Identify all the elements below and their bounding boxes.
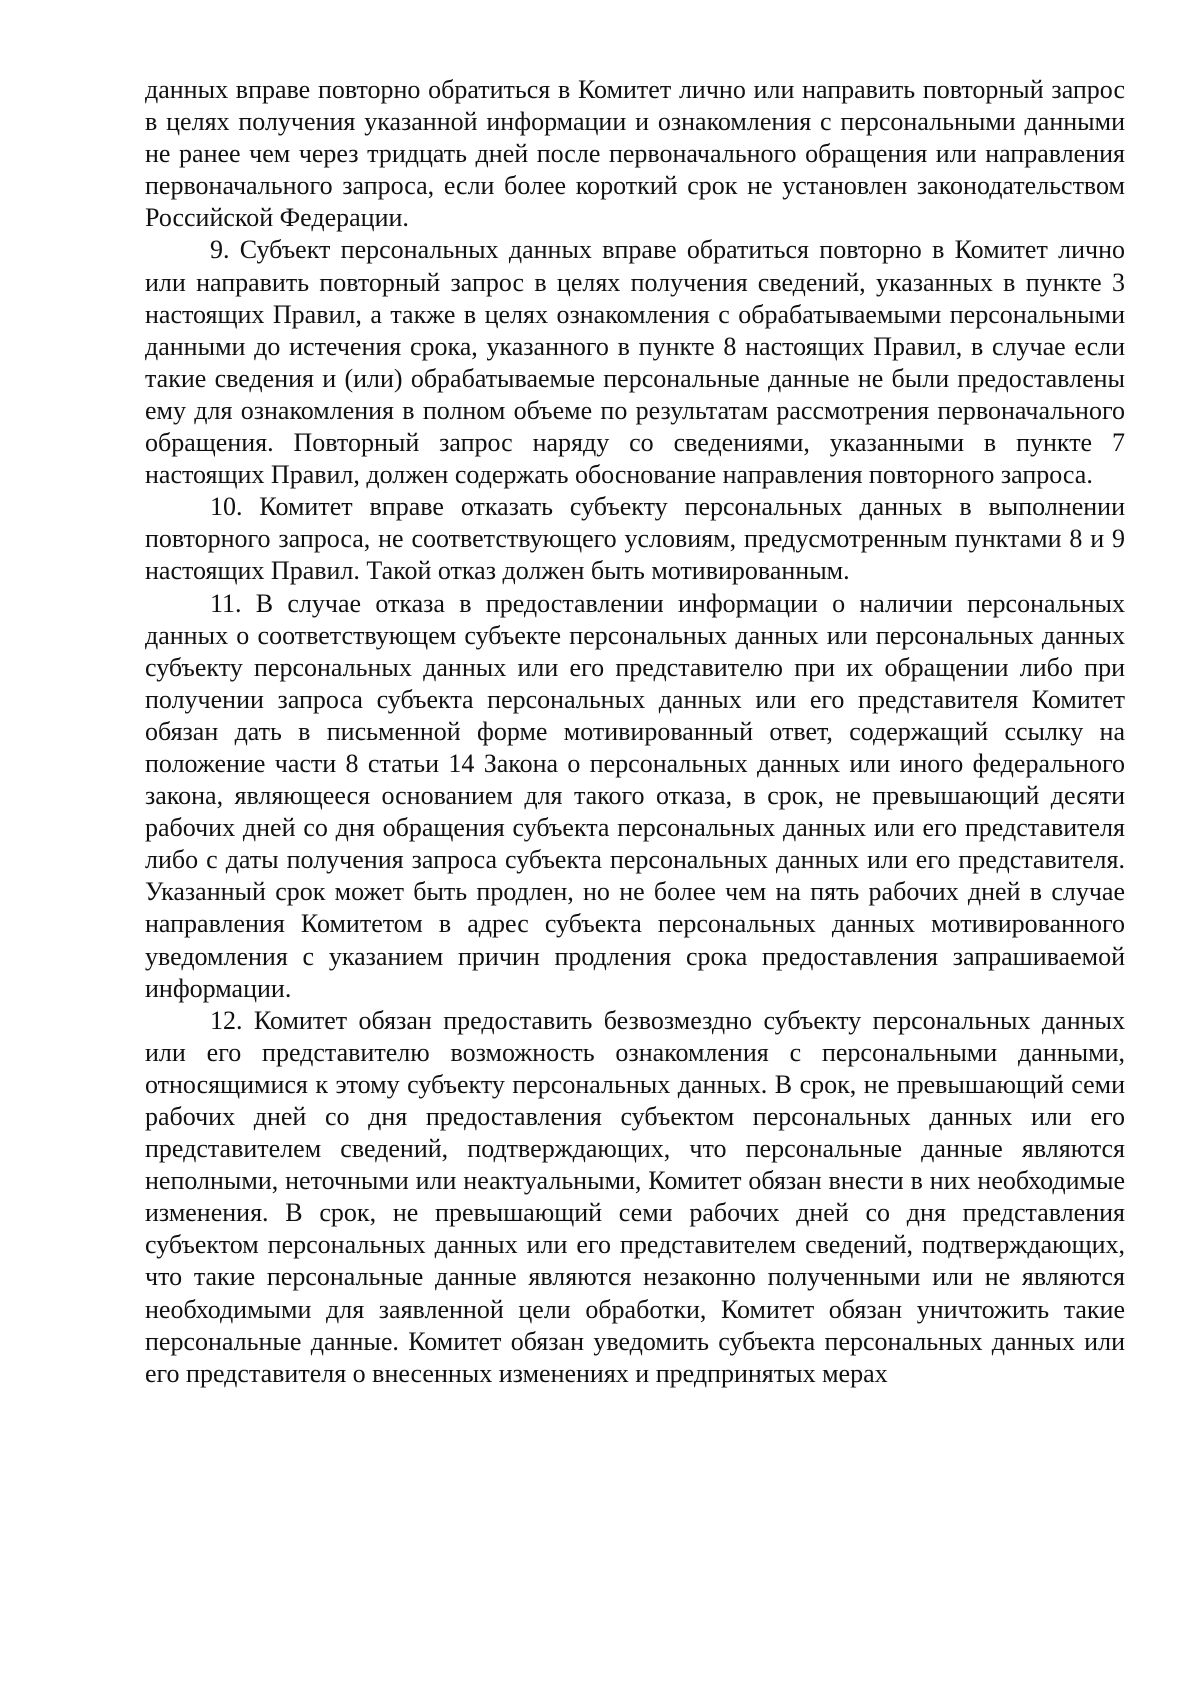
paragraph-continued: данных вправе повторно обратиться в Комитет лично или направить повторный запрос в целях получения указанной информации и ознакомления с персональными данными не ранее чем через тридцать дней после первоначального обращения или направления первоначального запроса, если более короткий срок не установлен законодательством Российской Федерации. (145, 75, 1125, 233)
paragraph-12: 12. Комитет обязан предоставить безвозмездно субъекту персональных данных или его представителю возможность ознакомления с персональными данными, относящимися к этому субъекту персональных данных. В срок, не превышающий семи рабочих дней со дня предоставления субъектом персональных данных или его представителем сведений, подтверждающих, что персональные данные являются неполными, неточными или неактуальными, Комитет обязан внести в них необходимые изменения. В срок, не превышающий семи рабочих дней со дня представления субъектом персональных данных или его представителем сведений, подтверждающих, что такие персональные данные являются незаконно полученными или не являются необходимыми для заявленной цели обработки, Комитет обязан уничтожить такие персональные данные. Комитет обязан уведомить субъекта персональных данных или его представителя о внесенных изменениях и предпринятых мерах (145, 1005, 1125, 1388)
document-body (145, 74, 1125, 1390)
paragraph-11: 11. В случае отказа в предоставлении информации о наличии персональных данных о соответствующем субъекте персональных данных или персональных данных субъекту персональных данных или его представителю при их обращении либо при получении запроса субъекта персональных данных или его представителя Комитет обязан дать в письменной форме мотивированный ответ, содержащий ссылку на положение части 8 статьи 14 Закона о персональных данных или иного федерального закона, являющееся основанием для такого отказа, в срок, не превышающий десяти рабочих дней со дня обращения субъекта персональных данных или его представителя либо с даты получения запроса субъекта персональных данных или его представителя. Указанный срок может быть продлен, но не более чем на пять рабочих дней в случае направления Комитетом в адрес субъекта персональных данных мотивированного уведомления с указанием причин продления срока предоставления запрашиваемой информации. (145, 588, 1125, 1003)
paragraph-9: 9. Субъект персональных данных вправе обратиться повторно в Комитет лично или направить повторный запрос в целях получения сведений, указанных в пункте 3 настоящих Правил, а также в целях ознакомления с обрабатываемыми персональными данными до истечения срока, указанного в пункте 8 настоящих Правил, в случае если такие сведения и (или) обрабатываемые персональные данные не были предоставлены ему для ознакомления в полном объеме по результатам рассмотрения первоначального обращения. Повторный запрос наряду со сведениями, указанными в пункте 7 настоящих Правил, должен содержать обоснование направления повторного запроса. (145, 235, 1125, 490)
paragraph-10: 10. Комитет вправе отказать субъекту персональных данных в выполнении повторного запроса, не соответствующего условиям, предусмотренным пунктами 8 и 9 настоящих Правил. Такой отказ должен быть мотивированным. (145, 492, 1125, 586)
